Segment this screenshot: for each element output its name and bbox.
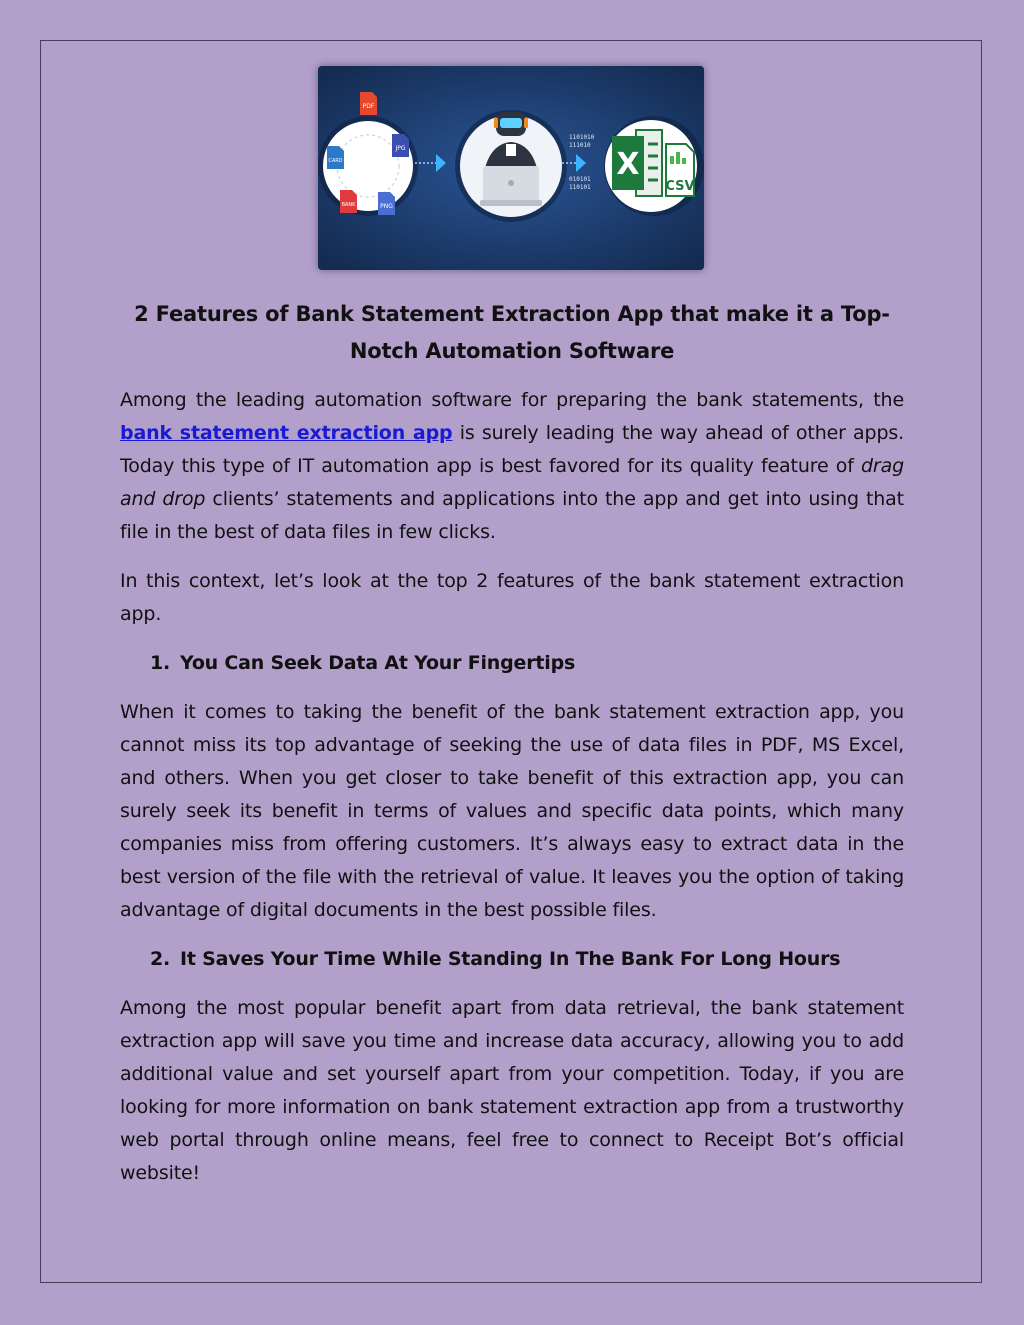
- intro-text-start: Among the leading automation software for preparing the bank statements, the: [120, 389, 904, 411]
- automation-diagram: [318, 66, 704, 270]
- intro-paragraph: [120, 384, 904, 549]
- context-paragraph: In this context, let’s look at the top 2 features of the bank statement extraction app.: [120, 570, 904, 625]
- svg-text:X: X: [616, 147, 640, 182]
- intro-italic-text: drag and drop: [120, 455, 904, 510]
- excel-file-icon: [612, 130, 662, 196]
- feature-heading-text: It Saves Your Time While Standing In The Bank For Long Hours: [180, 948, 841, 970]
- svg-text:110101: 110101: [569, 184, 591, 191]
- csv-file-icon: [665, 144, 694, 196]
- bank-statement-extraction-app-link[interactable]: bank statement extraction app: [120, 422, 453, 444]
- intro-text-middle: is surely leading the way ahead of other apps. Today this type of IT automation app is best favored for its quality feature of: [120, 422, 904, 477]
- output-files-circle: [605, 120, 697, 212]
- document-content: [120, 296, 904, 1206]
- card-file-icon: [327, 146, 344, 169]
- bank-file-icon: [340, 190, 357, 213]
- svg-text:1101010: 1101010: [569, 134, 595, 141]
- jpg-file-icon: [392, 134, 409, 157]
- feature-number: 1.: [150, 652, 171, 674]
- intro-text-end: clients’ statements and applications into the app and get into using that file in the best of data files in few clicks.: [120, 488, 904, 543]
- feature-number: 2.: [150, 948, 171, 970]
- svg-text:CARD: CARD: [328, 158, 343, 164]
- svg-text:BANK: BANK: [341, 202, 356, 208]
- pdf-file-icon: [360, 92, 377, 115]
- hero-illustration: [318, 66, 704, 270]
- document-title: 2 Features of Bank Statement Extraction App that make it a Top-Notch Automation Software: [134, 302, 890, 363]
- svg-text:010101: 010101: [569, 176, 591, 183]
- feature-heading-1: [150, 647, 904, 680]
- feature-body-2: Among the most popular benefit apart from data retrieval, the bank statement extraction app will save you time and increase data accuracy, allowing you to add additional value and set yourself apart from your competition. Today, if you are looking for more information on bank statement extraction app from a trustworthy web portal through online means, feel free to connect to Receipt Bot’s official website!: [120, 997, 904, 1184]
- svg-text:PDF: PDF: [362, 103, 375, 110]
- feature-body-1: When it comes to taking the benefit of the bank statement extraction app, you cannot miss its top advantage of seeking the use of data files in PDF, MS Excel, and others. When you get closer to take benefit of this extraction app, you can surely seek its benefit in terms of values and specific data points, which many companies miss from offering customers. It’s always easy to extract data in the best version of the file with the retrieval of value. It leaves you the option of taking advantage of digital documents in the best possible files.: [120, 701, 904, 921]
- svg-text:111010: 111010: [569, 142, 591, 149]
- feature-heading-text: You Can Seek Data At Your Fingertips: [180, 652, 576, 674]
- png-file-icon: [378, 192, 395, 215]
- feature-heading-2: [150, 943, 904, 976]
- svg-text:PNG: PNG: [380, 203, 393, 210]
- svg-text:JPG: JPG: [395, 145, 406, 152]
- svg-text:CSV: CSV: [665, 179, 695, 194]
